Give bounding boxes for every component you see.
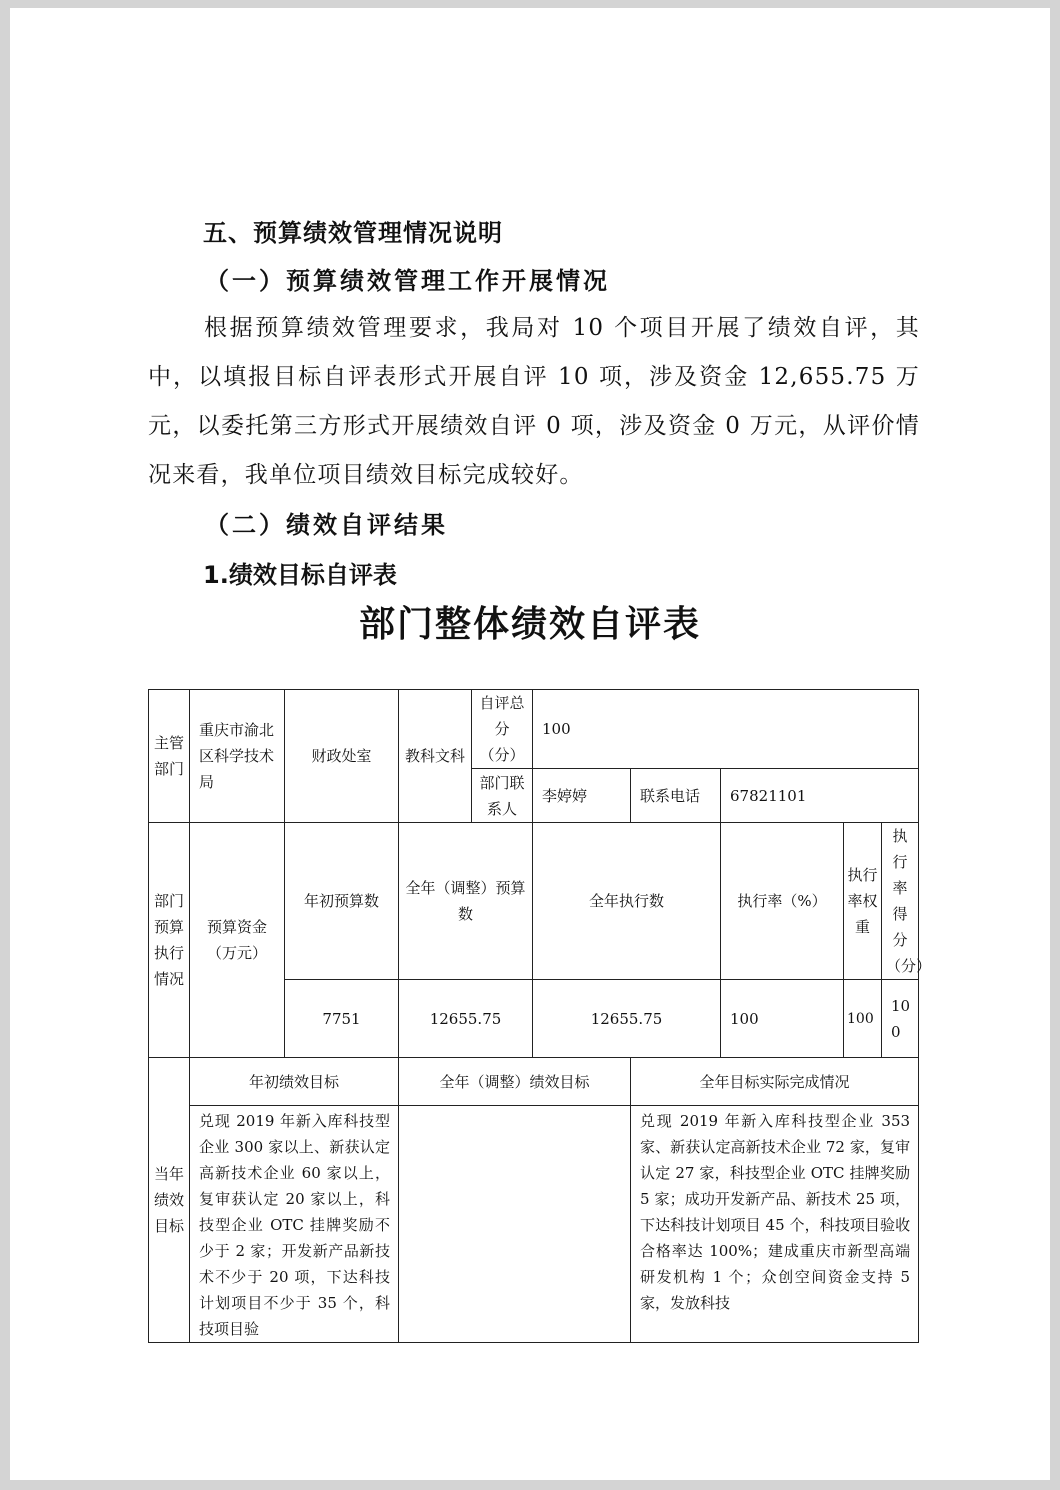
val-initial-budget: 7751 [285,980,399,1058]
col-initial-goal: 年初绩效目标 [190,1058,399,1106]
dept-name: 重庆市渝北区科学技术局 [190,690,285,823]
phone-value: 67821101 [721,769,919,823]
adjusted-goal-text [399,1106,631,1343]
contact-label: 部门联系人 [472,769,533,823]
col-initial-budget: 年初预算数 [285,823,399,980]
subsection-heading-1: （一）预算绩效管理工作开展情况 [205,267,610,295]
office-label: 财政处室 [285,690,399,823]
phone-label: 联系电话 [631,769,721,823]
col-adjusted-budget: 全年（调整）预算数 [399,823,533,980]
subsection-heading-2: （二）绩效自评结果 [205,511,448,539]
goals-section-label: 当年绩效目标 [149,1058,190,1343]
val-adjusted-budget: 12655.75 [399,980,533,1058]
budget-section-label: 部门预算执行情况 [149,823,190,1058]
col-exec-rate: 执行率（%） [721,823,844,980]
dept-label: 主管部门 [149,690,190,823]
val-execution: 12655.75 [533,980,721,1058]
col-weight: 执行率权重 [844,823,882,980]
actual-completion-text: 兑现 2019 年新入库科技型企业 353 家、新获认定高新技术企业 72 家，复审认定 27 家，科技型企业 OTC 挂牌奖励 5 家；成功开发新产品、新技术 25 项，下达科技计划项目 45 个，科技项目验收合格率达 100%；建成重庆市新型高端研发机构 1 个；众创空间资金支持 5 家，发放科技 [631,1106,919,1343]
score-total-value: 100 [533,690,919,769]
body-paragraph: 根据预算绩效管理要求，我局对 10 个项目开展了绩效自评，其中，以填报目标自评表形式开展自评 10 项，涉及资金 12,655.75 万元，以委托第三方形式开展绩效自评 0 项，涉及资金 0 万元，从评价情况来看，我单位项目绩效目标完成较好。 [148,315,920,488]
section-heading: 五、预算绩效管理情况说明 [203,219,503,247]
performance-table [148,689,932,1343]
val-weight: 100 [844,980,882,1058]
subsection-heading-3: 1.绩效目标自评表 [203,561,397,589]
col-actual: 全年目标实际完成情况 [631,1058,919,1106]
initial-goal-text: 兑现 2019 年新入库科技型企业 300 家以上、新获认定高新技术企业 60 家以上，复审获认定 20 家以上，科技型企业 OTC 挂牌奖励不少于 2 家；开发新产品新技术不少于 20 项，下达科技计划项目不少于 35 个，科技项目验 [190,1106,399,1343]
contact-name: 李婷婷 [533,769,631,823]
budget-funds-label: 预算资金（万元） [190,823,285,1058]
col-score: 执行率得分（分） [882,823,919,980]
office-name: 教科文科 [399,690,472,823]
document-page [10,8,1050,1480]
val-exec-rate: 100 [721,980,844,1058]
val-score: 100 [882,980,919,1058]
col-execution: 全年执行数 [533,823,721,980]
table-title: 部门整体绩效自评表 [358,604,701,645]
col-adjusted-goal: 全年（调整）绩效目标 [399,1058,631,1106]
score-total-label: 自评总分（分） [472,690,533,769]
